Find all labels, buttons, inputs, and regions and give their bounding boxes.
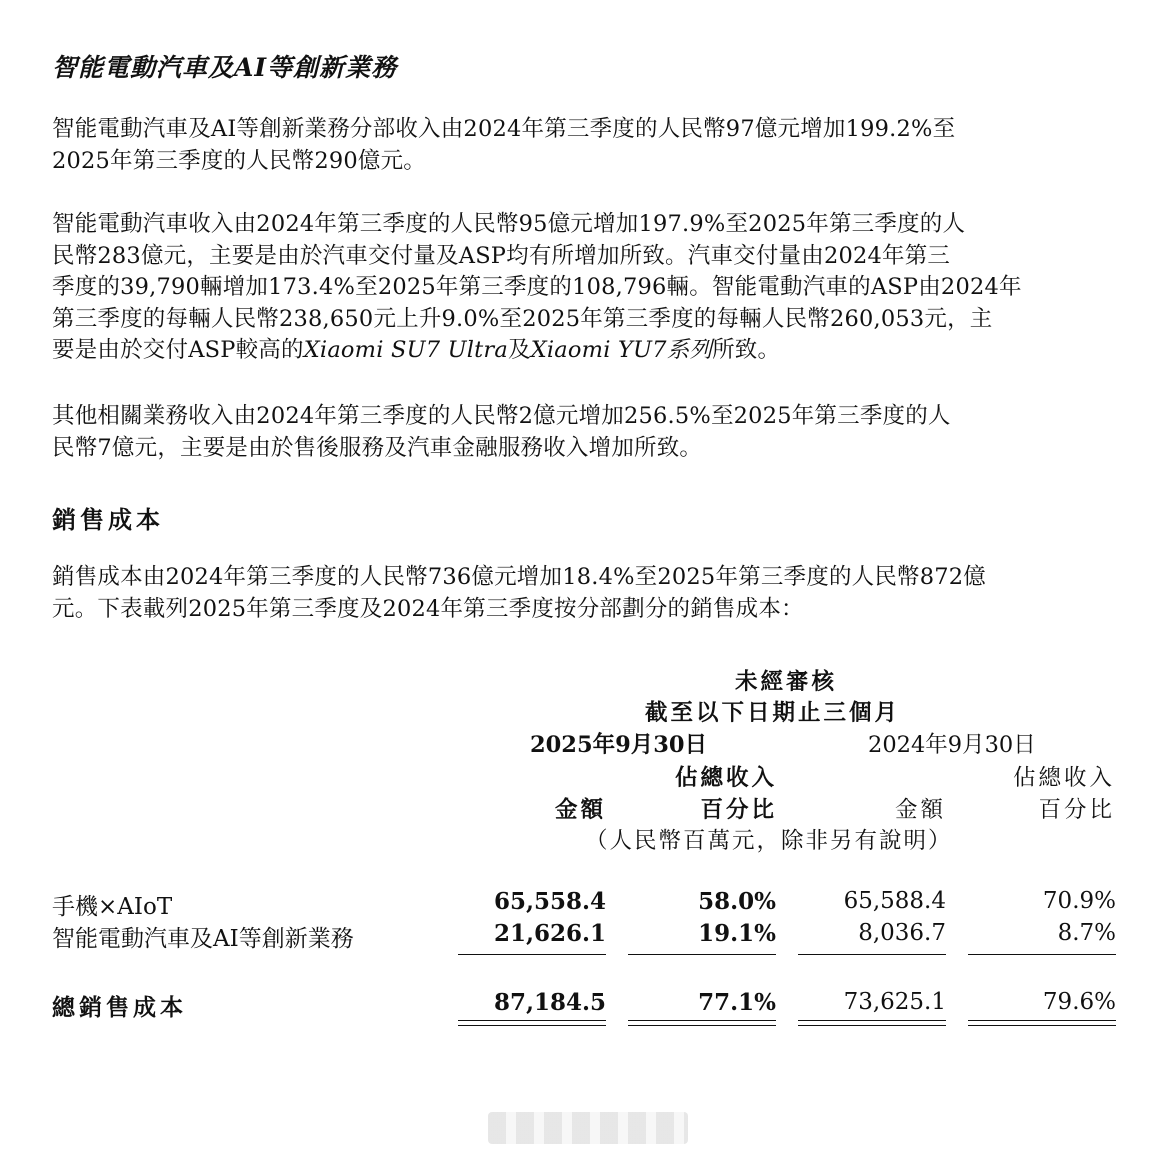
pct-2024: 70.9% [1042,888,1116,914]
pct-2025: 58.0% [698,888,776,915]
subtotal-rule [458,954,606,955]
header-date-2025: 2025年9月30日 [530,732,708,758]
text-line: 智能電動汽車收入由2024年第三季度的人民幣95億元增加197.9%至2025年第三季度的人 [52,211,966,237]
total-double-rule [798,1020,946,1026]
section-title: 智能電動汽車及AI等創新業務 [52,53,398,82]
header-amount-2024: 金額 [894,797,946,823]
header-pct-line2-2025: 百分比 [700,797,777,823]
header-pct-line1-2024: 佔總收入 [1012,765,1115,791]
amount-2024: 65,588.4 [843,888,946,914]
row-label: 手機×AIoT [52,894,173,920]
text-line: 第三季度的每輛人民幣238,650元上升9.0%至2025年第三季度的每輛人民幣260,053元，主 [52,305,993,332]
paragraph-ev-revenue [52,209,1132,367]
text-fragment: 所致。 [712,337,781,363]
header-date-2024: 2024年9月30日 [868,732,1036,758]
header-pct-line1-2025: 佔總收入 [674,765,777,791]
amount-2025: 65,558.4 [493,888,606,915]
total-pct-2024: 79.6% [1042,989,1116,1015]
subtotal-rule [628,954,776,955]
subtotal-rule [968,954,1116,955]
paragraph-segment-revenue [52,114,1132,177]
paragraph-other-revenue [52,401,1132,464]
table-row [52,888,1122,920]
total-double-rule [968,1020,1116,1026]
model-name-yu7: Xiaomi YU7 [530,337,667,363]
text-fragment: 及 [507,337,531,363]
text-line: 元。下表載列2025年第三季度及2024年第三季度按分部劃分的銷售成本： [52,595,804,622]
row-label: 智能電動汽車及AI等創新業務 [52,926,354,952]
text-line: 其他相關業務收入由2024年第三季度的人民幣2億元增加256.5%至2025年第三季度的人 [52,403,951,429]
text-line: 民幣283億元，主要是由於汽車交付量及ASP均有所增加所致。汽車交付量由2024年第三 [52,242,951,269]
paragraph-cost-of-sales [52,562,1132,625]
pct-2024: 8.7% [1057,920,1116,946]
amount-2025: 21,626.1 [493,920,606,947]
amount-2024: 8,036.7 [858,920,946,946]
header-period: 截至以下日期止三個月 [645,700,901,726]
text-fragment: 系列 [666,337,713,363]
text-line: 季度的39,790輛增加173.4%至2025年第三季度的108,796輛。智能電動汽車的ASP由2024年 [52,274,1022,300]
header-unaudited: 未經審核 [735,669,838,695]
text-fragment: 要是由於交付ASP較高的 [52,337,304,363]
table-row-total [52,989,1122,1021]
total-pct-2025: 77.1% [698,989,776,1016]
total-amount-2025: 87,184.5 [493,989,606,1016]
subtotal-rule [798,954,946,955]
blurred-watermark [488,1112,688,1144]
total-double-rule [458,1020,606,1026]
text-line: 2025年第三季度的人民幣290億元。 [52,147,427,174]
pct-2025: 19.1% [698,920,776,947]
text-line [52,335,1132,367]
header-unit-note: （人民幣百萬元，除非另有說明） [585,828,953,854]
total-amount-2024: 73,625.1 [843,989,946,1015]
cost-of-sales-title: 銷售成本 [52,506,164,534]
text-line: 智能電動汽車及AI等創新業務分部收入由2024年第三季度的人民幣97億元增加199.2%至 [52,116,956,142]
table-row [52,920,1122,952]
total-label: 總銷售成本 [52,995,187,1021]
text-line: 民幣7億元，主要是由於售後服務及汽車金融服務收入增加所致。 [52,434,703,461]
header-amount-2025: 金額 [554,797,606,823]
total-double-rule [628,1020,776,1026]
text-line: 銷售成本由2024年第三季度的人民幣736億元增加18.4%至2025年第三季度的人民幣872億 [52,564,986,590]
header-pct-line2-2024: 百分比 [1038,797,1115,823]
model-name-su7-ultra: Xiaomi SU7 Ultra [303,337,508,363]
